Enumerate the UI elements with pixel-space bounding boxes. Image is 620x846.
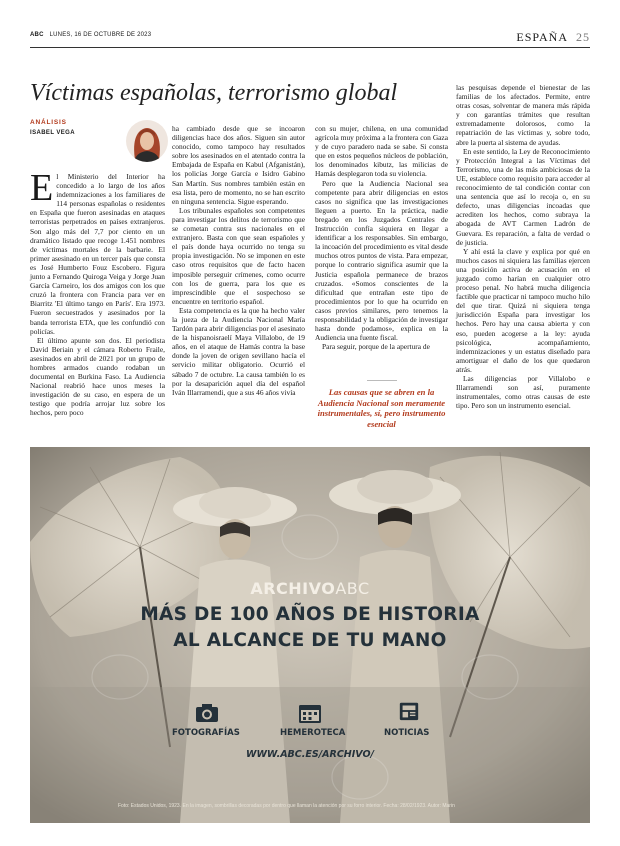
article-kicker: ANÁLISIS bbox=[30, 119, 67, 126]
paragraph: ha cambiado desde que se incoaron diligencias hace dos años. Siguen sin autor conocido, como tampoco hay resultados sobre los asesinados en el atentado contra la Embajada de España en Kabul (Afganistán), los policías Jorge García e Isidro Gabino San Martín. Sus nombres también están en esa lista, pero de momento, no se han escrito en ninguna sentencia. Sigue esperando. bbox=[172, 124, 305, 206]
author-portrait bbox=[126, 120, 168, 162]
paragraph: Pero que la Audiencia Nacional sea competente para abrir diligencias en estos casos no significa que las investigaciones lleguen a puerto. En la práctica, nadie bregado en los Juzgados Centrales de Instrucción confía siquiera en llegar a identificar a los responsables. Sin embargo, la incoación del procedimiento es vital desde muchos otros puntos de vista. Para empezar, porque lo contrario significa asumir que la Justicia española permanece de brazos cruzados. «Somos conscientes de la dificultad que entrañan este tipo de procedimientos por lo que ha ocurrido en casos previos similares, pero tenemos la responsabilidad y la obligación de investigar hasta donde podamos», explica en la Audiencia una fuente fiscal. bbox=[315, 178, 448, 343]
header-date: LUNES, 16 DE OCTUBRE DE 2023 bbox=[49, 32, 152, 38]
article-author: ISABEL VEGA bbox=[30, 130, 75, 136]
pull-quote: Las causas que se abren en la Audiencia Nacional son meramente instrumentales, sí, pero instrumento esencial bbox=[315, 380, 448, 429]
paragraph: Esta competencia es la que ha hecho valer la jueza de la Audiencia Nacional María Tardón para abrir diligencias por el asesinato de la hispanoisraelí Maya Villalobo, de 19 años, en el ataque de Hamás contra la base donde la joven de origen sevillano hacía el servicio militar obligatorio. Ocurrió el sábado 7 de octubre. La causa también lo es por la desaparición aquel día del español Iván Illarramendi, que a sus 46 años vivía bbox=[172, 305, 305, 397]
paragraph: El último apunte son dos. El periodista David Beriain y el cámara Roberto Fraile, asesinados en abril de 2021 por un grupo de hombres armados cuando rodaban un documental en Burkina Faso. La Audiencia Nacional reabrió hace unos meses la investigación de su caso, en espera de un testigo que podría arrojar luz sobre los hechos, pero poco bbox=[30, 335, 165, 418]
header-section bbox=[516, 30, 590, 45]
ad-headline-1: MÁS DE 100 AÑOS DE HISTORIA bbox=[140, 604, 480, 625]
camera-icon bbox=[194, 702, 220, 724]
paragraph: Para seguir, porque de la apertura de bbox=[322, 342, 430, 352]
photo-caption: Foto: Estados Unidos, 1923. En la imagen, sombrillas decoradas por dentro que llaman la atención por su forro interior. Fecha: 28/02/1923. Autor: Marin bbox=[118, 803, 455, 809]
ad-headline-2: AL ALCANCE DE TU MANO bbox=[173, 630, 447, 651]
archivo-word: ARCHIVO bbox=[250, 579, 336, 598]
article-column-1 bbox=[30, 167, 165, 418]
paragraph: Los tribunales españoles son competentes para investigar los delitos de terrorismo que se cometan contra sus nacionales en el extranjero. Basta con que sean españoles y el país donde haya ocurrido no tenga su propia investigación. No se imponen en este caso otros requisitos que de facto hacen imposible perseguir crímenes, como ocurre con los de guerra, para los que es imprescindible que el sospechoso se encuentre en territorio español. bbox=[172, 205, 305, 306]
paragraph: las pesquisas depende el bienestar de las familias de los afectados. Permite, entre otras cosas, solventar de manera más rápida y con garantías trámites que resultan extremadamente dolorosos, como la repatriación de las víctimas y, sobre todo, abre la puerta al sistema de ayudas. bbox=[456, 83, 590, 147]
ad-item-noticias[interactable]: NOTICIAS bbox=[384, 728, 430, 738]
article-column-4 bbox=[456, 83, 590, 410]
drop-cap: E bbox=[30, 167, 54, 209]
header-date-line bbox=[30, 32, 151, 38]
paragraph: con su mujer, chilena, en una comunidad agrícola muy próxima a la frontera con Gaza y de cuyo paradero nada se sabe. Si consta que en estos pequeños núcleos de población, los denominados kibutz, las milicias de Hamás desplegaron toda su violencia. bbox=[315, 124, 448, 179]
archivo-brand: ABC bbox=[335, 579, 370, 598]
article-title: Víctimas españolas, terrorismo global bbox=[30, 80, 398, 106]
page-number: 25 bbox=[576, 30, 590, 44]
article-column-2 bbox=[172, 124, 305, 397]
header-brand: ABC bbox=[30, 32, 44, 38]
ad-item-fotografias[interactable]: FOTOGRAFÍAS bbox=[172, 728, 240, 738]
archivo-url-link[interactable]: WWW.ABC.ES/ARCHIVO/ bbox=[245, 749, 375, 760]
ad-item-hemeroteca[interactable]: HEMEROTECA bbox=[280, 728, 346, 738]
calendar-icon bbox=[297, 702, 323, 724]
newspaper-icon bbox=[396, 700, 422, 722]
paragraph: l Ministerio del Interior ha concedido a lo largo de los años indemnizaciones a los familiares de 114 personas españolas o residentes en España que fueron asesinadas en ataques terroristas perpetrados en países extranjeros. Son algo más del 7,7 por ciento en un dramático listado que recoge 1.451 nombres de víctimas mortales de la barbarie. El primer asesinado en un tercer país que consta es José Humberto Fouz Escobero. Figura junto a Fernando Quiroga Veiga y Jorge Juan García Carneiro, los dos amigos con los que cruzó la frontera con Francia para ver en Biarritz 'El último tango en París'. Era 1973. Fueron secuestrados y asesinados por la banda terrorista ETA, que les confundió con policías. bbox=[30, 172, 165, 336]
paragraph: En este sentido, la Ley de Reconocimiento y Protección Integral a las Víctimas del Terrorismo, una de las más ambiciosas de la UE, establece como requisito para acceder al reconocimiento de tal condición contar con una sentencia que así lo recoja o, en su defecto, unas diligencias incoadas que acrediten los hechos, como subraya la abogada de AVT Carmen Ladrón de Guevara. Es reparación, a falta de verdad o de justicia. bbox=[456, 146, 590, 247]
paragraph: Y ahí está la clave y explica por qué en muchos casos ni siquiera las familias ejercen una posición activa de acusación en el juzgado como harían en cualquier otro proceso penal. No habrá mucha diligencia factible que practicar ni tampoco mucho hilo del que tirar. Quizá ni siquiera tenga jurisdicción España para investigar los hechos. Pero hay una causa abierta y con eso, pueden acogerse a la ley: ayuda psicológica, acompañamiento, indemnizaciones y un estatus diseñado para amortiguar el daño de los que quedaron atrás. bbox=[456, 246, 590, 374]
header-divider bbox=[30, 47, 590, 48]
archivo-logo bbox=[30, 579, 590, 598]
paragraph: Las diligencias por Villalobo e Illarramendi son así, puramente instrumentales, como otras causas de este tipo. Pero son un instrumento esencial. bbox=[456, 374, 590, 411]
archivo-advertisement[interactable] bbox=[30, 447, 590, 823]
article-column-3 bbox=[315, 124, 448, 351]
section-name: ESPAÑA bbox=[516, 30, 568, 44]
